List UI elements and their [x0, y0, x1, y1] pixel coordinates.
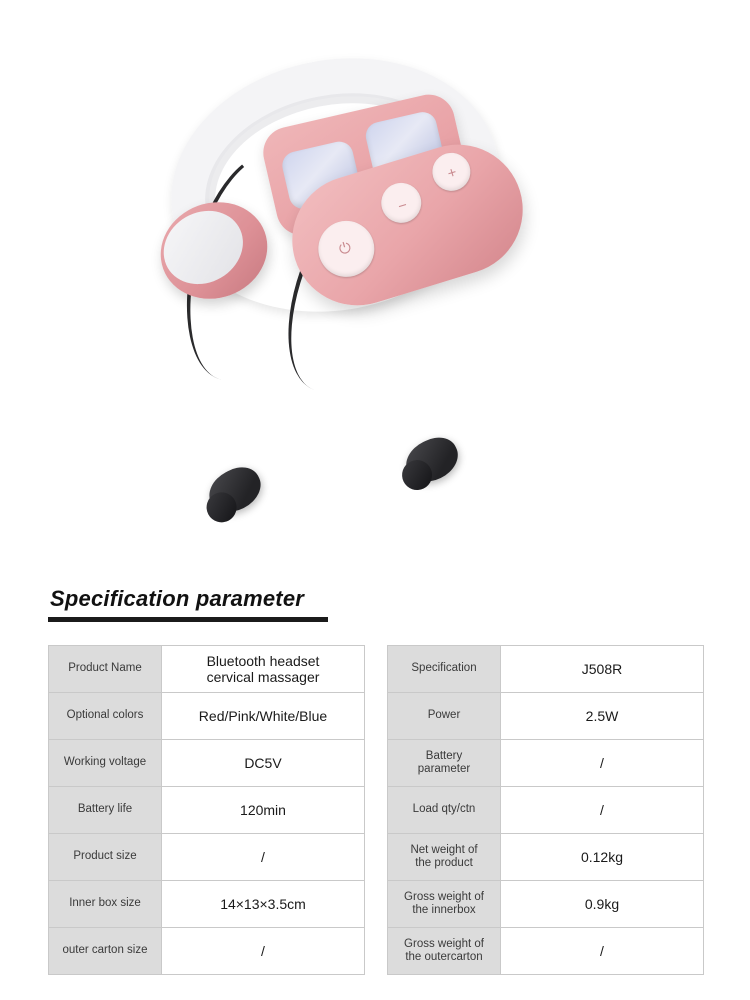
table-row — [49, 834, 365, 881]
spec-key: outer carton size — [49, 928, 162, 975]
table-row — [388, 881, 704, 928]
spec-key: Battery life — [49, 787, 162, 834]
spec-key: Power — [388, 693, 501, 740]
earbud-tip-left — [201, 487, 242, 528]
table-row — [388, 787, 704, 834]
spec-value: Red/Pink/White/Blue — [162, 693, 365, 740]
spec-value: / — [162, 928, 365, 975]
spec-table-right — [387, 645, 704, 975]
plus-button[interactable] — [428, 148, 475, 195]
spec-value: DC5V — [162, 740, 365, 787]
spec-table-left-body — [49, 646, 365, 975]
spec-value: Bluetooth headset cervical massager — [162, 646, 365, 693]
table-row — [49, 787, 365, 834]
spec-value: 2.5W — [501, 693, 704, 740]
spec-key: Net weight of the product — [388, 834, 501, 881]
table-row — [388, 740, 704, 787]
spec-key: Gross weight of the innerbox — [388, 881, 501, 928]
spec-key: Gross weight of the outercarton — [388, 928, 501, 975]
specification-tables — [48, 645, 704, 975]
power-button[interactable] — [311, 214, 381, 284]
spec-value: / — [501, 740, 704, 787]
spec-value: / — [501, 787, 704, 834]
table-row — [388, 693, 704, 740]
spec-value: / — [162, 834, 365, 881]
earbud-tip-right — [397, 455, 437, 495]
table-row — [49, 928, 365, 975]
earbud-right — [399, 430, 465, 490]
spec-value: / — [501, 928, 704, 975]
spec-value: 120min — [162, 787, 365, 834]
spec-key: Product size — [49, 834, 162, 881]
spec-table-right-body — [388, 646, 704, 975]
table-row — [49, 881, 365, 928]
spec-key: Product Name — [49, 646, 162, 693]
plus-icon: + — [445, 163, 459, 183]
spec-key: Load qty/ctn — [388, 787, 501, 834]
power-icon: ⏻ — [336, 238, 354, 259]
spec-key: Specification — [388, 646, 501, 693]
table-row — [49, 740, 365, 787]
spec-key: Working voltage — [49, 740, 162, 787]
table-row — [388, 646, 704, 693]
spec-table-left — [48, 645, 365, 975]
minus-button[interactable] — [376, 178, 426, 228]
table-row — [49, 693, 365, 740]
section-title: Specification parameter — [50, 586, 305, 611]
spec-key: Inner box size — [49, 881, 162, 928]
spec-value: 0.12kg — [501, 834, 704, 881]
spec-value: 0.9kg — [501, 881, 704, 928]
earbud-left — [202, 460, 268, 521]
table-row — [388, 834, 704, 881]
spec-key: Optional colors — [49, 693, 162, 740]
spec-key: Battery parameter — [388, 740, 501, 787]
spec-value: J508R — [501, 646, 704, 693]
left-housing-cap — [150, 197, 256, 299]
spec-value: 14×13×3.5cm — [162, 881, 365, 928]
neck-massager-device — [150, 55, 570, 555]
table-row — [49, 646, 365, 693]
minus-icon: − — [395, 196, 410, 216]
section-title-underline — [48, 617, 328, 622]
table-row — [388, 928, 704, 975]
